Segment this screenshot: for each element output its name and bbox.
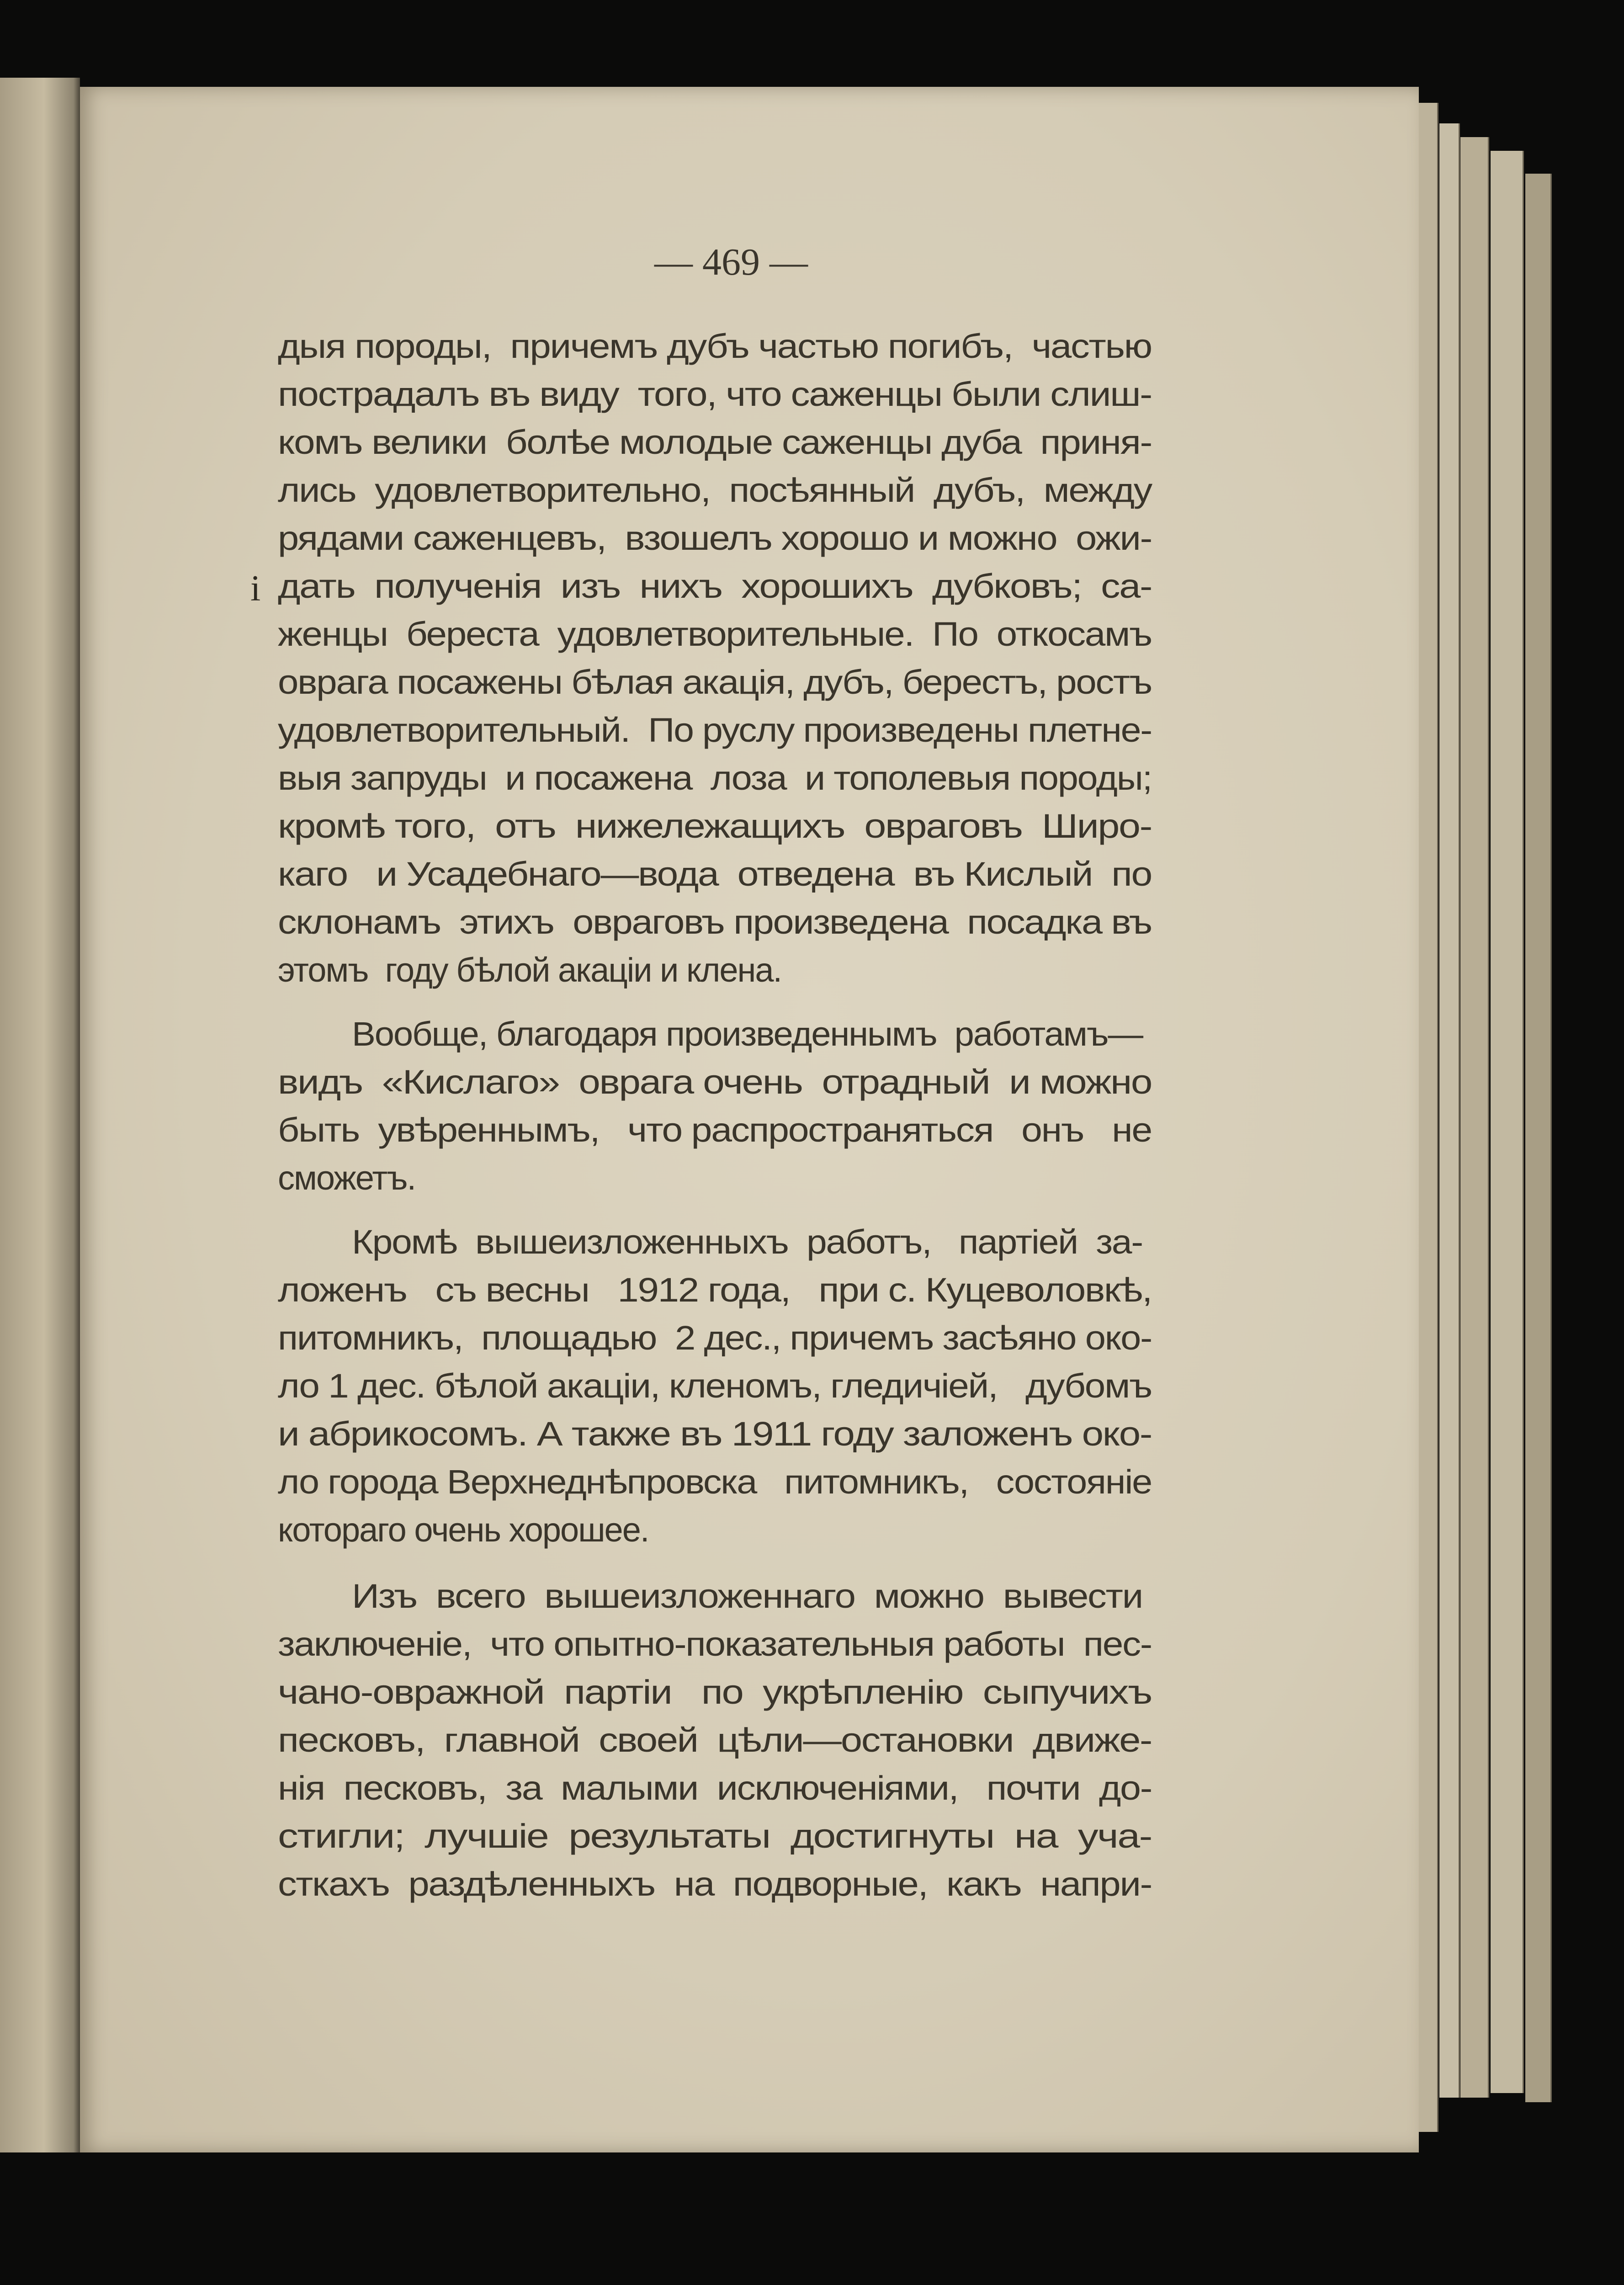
text-line: Изъ всего вышеизложеннаго можно вывести [352, 1577, 1142, 1615]
text-line: этомъ году бѣлой акаціи и клена. [278, 951, 782, 989]
margin-mark: і [250, 569, 261, 609]
text-line: пострадалъ въ виду того, что саженцы были слиш- [278, 375, 1152, 413]
text-line: склонамъ этихъ овраговъ произведена посадка въ [278, 903, 1152, 941]
page-edge [1491, 151, 1524, 2093]
text-line: чано-овражной партіи по укрѣпленію сыпучихъ [278, 1673, 1152, 1711]
text-line: каго и Усадебнаго—вода отведена въ Кислый по [278, 855, 1152, 893]
text-line: заключеніе, что опытно-показательныя работы пес- [278, 1625, 1152, 1663]
page-edge [1439, 123, 1460, 2098]
text-line: видъ «Кислаго» оврага очень отрадный и можно [278, 1063, 1152, 1101]
page-edge [1525, 174, 1552, 2102]
text-line: и абрикосомъ. А также въ 1911 году заложенъ око- [278, 1415, 1152, 1453]
text-line: дыя породы, причемъ дубъ частью погибъ, частью [278, 327, 1152, 365]
text-line: лись удовлетворительно, посѣянный дубъ, между [278, 471, 1152, 509]
text-line: ло города Верхнеднѣпровска питомникъ, состояніе [278, 1463, 1152, 1501]
page-number: — 469 — [654, 241, 808, 283]
text-line: питомникъ, площадью 2 дес., причемъ засѣяно око- [278, 1319, 1152, 1357]
text-line: удовлетворительный. По руслу произведены плетне- [278, 711, 1152, 749]
left-page-edge [0, 78, 80, 2152]
page-edge [1460, 137, 1489, 2098]
text-line: рядами саженцевъ, взошелъ хорошо и можно ожи- [278, 519, 1152, 557]
text-line: сткахъ раздѣленныхъ на подворные, какъ напри- [278, 1865, 1152, 1903]
text-line: Кромѣ вышеизложенныхъ работъ, партіей за- [352, 1223, 1142, 1261]
text-line: выя запруды и посажена лоза и тополевыя породы; [278, 759, 1152, 797]
text-line: оврага посажены бѣлая акація, дубъ, берестъ, ростъ [278, 663, 1152, 701]
page-edge [1419, 103, 1438, 2132]
text-line: быть увѣреннымъ, что распространяться онъ не [278, 1111, 1152, 1149]
text-line: котораго очень хорошее. [278, 1511, 649, 1549]
text-line: нія песковъ, за малыми исключеніями, почти до- [278, 1769, 1152, 1807]
text-line: ложенъ съ весны 1912 года, при с. Куцеволовкѣ, [278, 1271, 1152, 1309]
text-line: женцы береста удовлетворительные. По откосамъ [278, 615, 1152, 653]
text-line: дать полученія изъ нихъ хорошихъ дубковъ; са- [278, 567, 1152, 605]
text-line: кромѣ того, отъ нижележащихъ овраговъ Широ- [278, 807, 1152, 845]
text-line: Вообще, благодаря произведеннымъ работамъ— [352, 1015, 1142, 1053]
text-line: комъ велики болѣе молодые саженцы дуба приня- [278, 423, 1152, 461]
text-line: песковъ, главной своей цѣли—остановки движе- [278, 1721, 1152, 1759]
text-line: ло 1 дес. бѣлой акаціи, кленомъ, гледичіей, дубомъ [278, 1367, 1152, 1405]
text-line: сможетъ. [278, 1159, 416, 1197]
text-line: стигли; лучшіе результаты достигнуты на уча- [278, 1817, 1152, 1855]
